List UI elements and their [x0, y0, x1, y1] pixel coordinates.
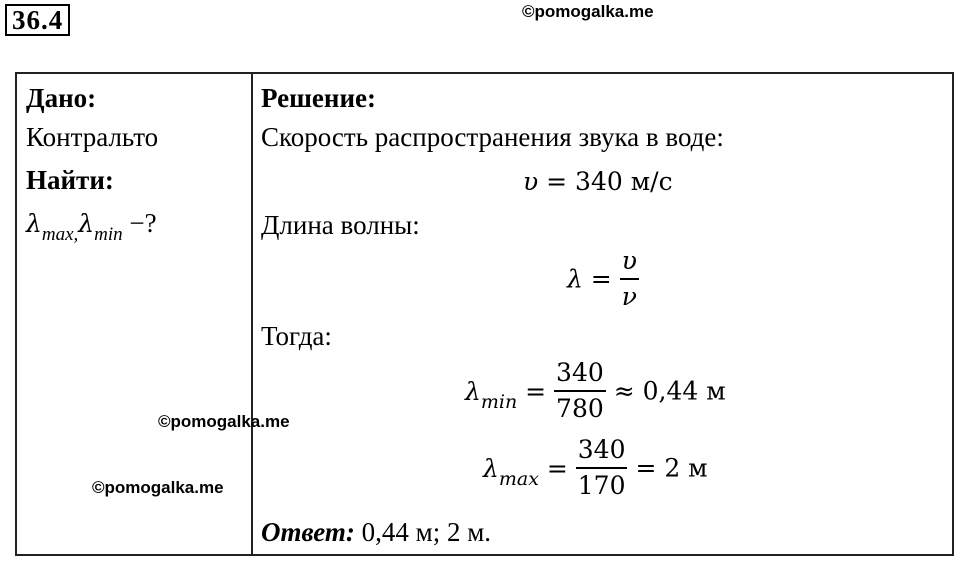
- speed-formula: [523, 167, 673, 196]
- lambda-max-formula: [483, 435, 708, 501]
- numerator: 340: [577, 435, 626, 464]
- answer-value: 0,44 м; 2 м.: [354, 517, 492, 547]
- lambda-max-result: = 2 м: [635, 453, 708, 483]
- given-value: Контральто: [26, 122, 159, 152]
- denominator: 780: [556, 394, 604, 423]
- lambda-symbol: λ: [78, 209, 95, 238]
- velocity-symbol: υ: [523, 167, 539, 196]
- lambda-min-formula: [465, 358, 726, 424]
- then-text: Тогда:: [261, 321, 332, 351]
- fraction-bar: [554, 390, 606, 392]
- find-heading: Найти:: [26, 165, 114, 195]
- lambda-lhs: λ =: [567, 264, 620, 294]
- equals: =: [538, 453, 576, 483]
- subscript-min: min: [480, 390, 518, 413]
- subscript-max: max,: [41, 224, 79, 245]
- solution-heading: Решение:: [261, 83, 376, 113]
- fraction: [554, 358, 606, 424]
- wavelength-formula: [567, 246, 639, 312]
- watermark: ©pomogalka.me: [522, 2, 654, 21]
- lambda-symbol: λ: [483, 453, 499, 483]
- equals: =: [517, 376, 555, 406]
- speed-text: Скорость распространения звука в воде:: [261, 122, 724, 152]
- lambda-symbol: λ: [26, 209, 42, 238]
- lambda-symbol: λ: [465, 376, 481, 406]
- problem-number: 36.4: [5, 4, 70, 36]
- fraction-bar: [620, 278, 639, 280]
- fraction: [576, 435, 628, 501]
- denominator: ν: [621, 282, 637, 311]
- column-divider: [251, 74, 253, 554]
- denominator: 170: [577, 471, 626, 500]
- subscript-min: min: [94, 224, 123, 245]
- lambda-min-result: ≈ 0,44 м: [613, 376, 726, 406]
- given-heading: Дано:: [26, 83, 97, 113]
- subscript-max: max: [498, 467, 539, 490]
- wavelength-text: Длина волны:: [261, 210, 420, 240]
- numerator: υ: [621, 246, 637, 275]
- numerator: 340: [556, 358, 604, 387]
- answer-line: [261, 517, 491, 547]
- answer-label: Ответ:: [261, 517, 355, 547]
- fraction-bar: [576, 467, 628, 469]
- watermark: ©pomogalka.me: [92, 478, 224, 497]
- velocity-value: = 340 м/с: [538, 167, 673, 196]
- question-mark: −?: [122, 208, 157, 238]
- find-expression: [26, 208, 157, 245]
- fraction: [620, 246, 639, 312]
- watermark: ©pomogalka.me: [158, 412, 290, 431]
